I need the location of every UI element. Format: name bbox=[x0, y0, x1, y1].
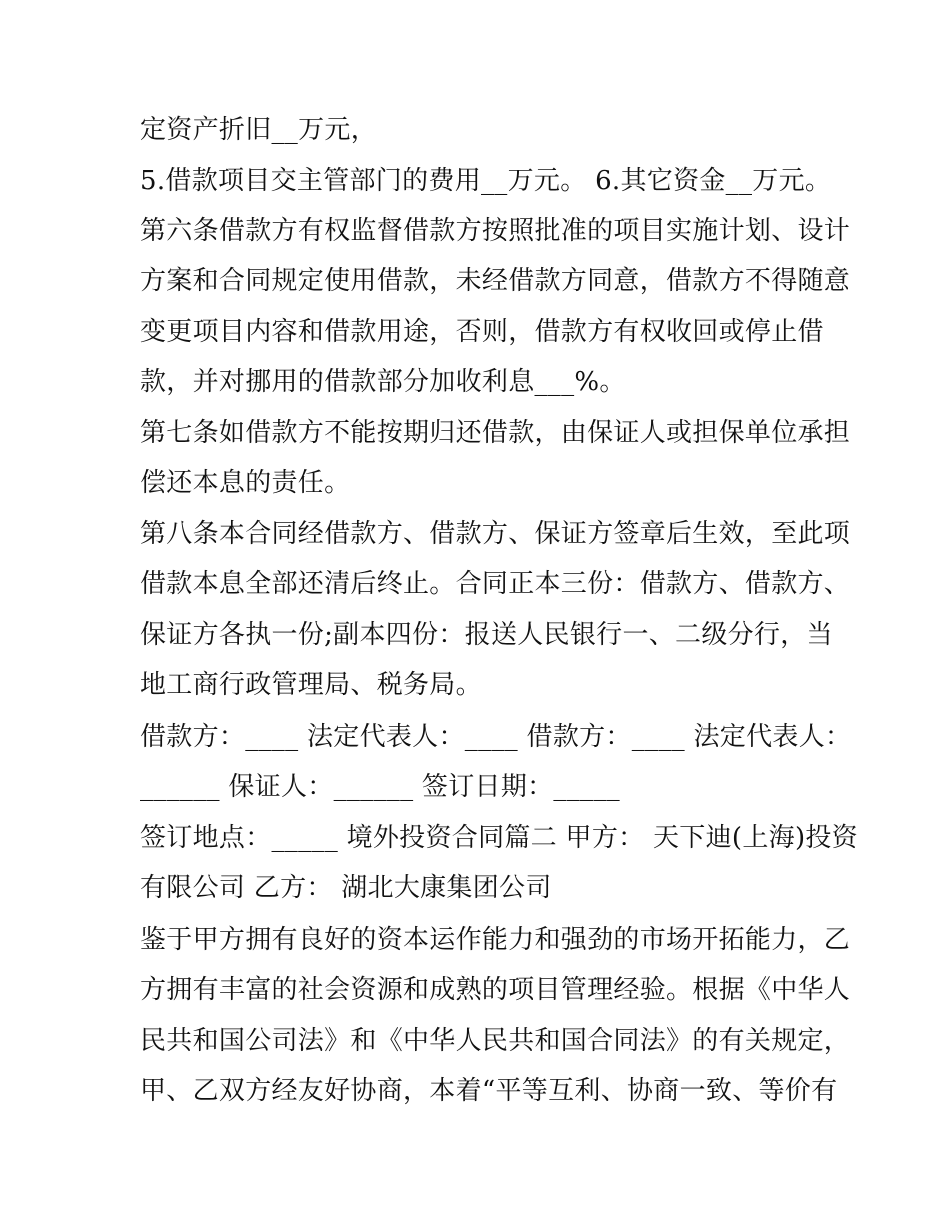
text-line: 第六条借款方有权监督借款方按照批准的项目实施计划、设计 bbox=[140, 216, 851, 246]
text-line: 借款方：____ 法定代表人：____ 借款方：____ 法定代表人： bbox=[140, 722, 852, 752]
text-line: 偿还本息的责任。 bbox=[140, 468, 351, 498]
text-line: 定资产折旧__万元， bbox=[140, 115, 378, 145]
text-line: 第八条本合同经借款方、借款方、保证方签章后生效，至此项 bbox=[140, 519, 851, 549]
text-line: 民共和国公司法》和《中华人民共和国合同法》的有关规定， bbox=[140, 1026, 851, 1056]
text-line: 借款本息全部还清后终止。合同正本三份：借款方、借款方、 bbox=[140, 569, 851, 599]
text-line: 方拥有丰富的社会资源和成熟的项目管理经验。根据《中华人 bbox=[140, 975, 851, 1005]
text-line: ______ 保证人：______ 签订日期：_____ bbox=[140, 772, 620, 802]
text-line: 第七条如借款方不能按期归还借款，由保证人或担保单位承担 bbox=[140, 418, 851, 448]
text-line: 甲、乙双方经友好协商，本着“平等互利、协商一致、等价有 bbox=[140, 1076, 838, 1106]
text-line: 款，并对挪用的借款部分加收利息___%。 bbox=[140, 367, 626, 397]
text-line: 保证方各执一份;副本四份：报送人民银行一、二级分行，当 bbox=[140, 620, 833, 650]
text-line: 变更项目内容和借款用途，否则，借款方有权收回或停止借 bbox=[140, 317, 824, 347]
text-line: 有限公司 乙方： 湖北大康集团公司 bbox=[140, 873, 552, 903]
text-line: 鉴于甲方拥有良好的资本运作能力和强劲的市场开拓能力，乙 bbox=[140, 925, 851, 955]
text-line: 地工商行政管理局、税务局。 bbox=[140, 670, 482, 700]
text-line: 5.借款项目交主管部门的费用__万元。 6.其它资金__万元。 bbox=[140, 166, 832, 196]
text-line: 方案和合同规定使用借款，未经借款方同意，借款方不得随意 bbox=[140, 266, 851, 296]
text-line: 签订地点：_____ 境外投资合同篇二 甲方： 天下迪(上海)投资 bbox=[140, 823, 858, 853]
